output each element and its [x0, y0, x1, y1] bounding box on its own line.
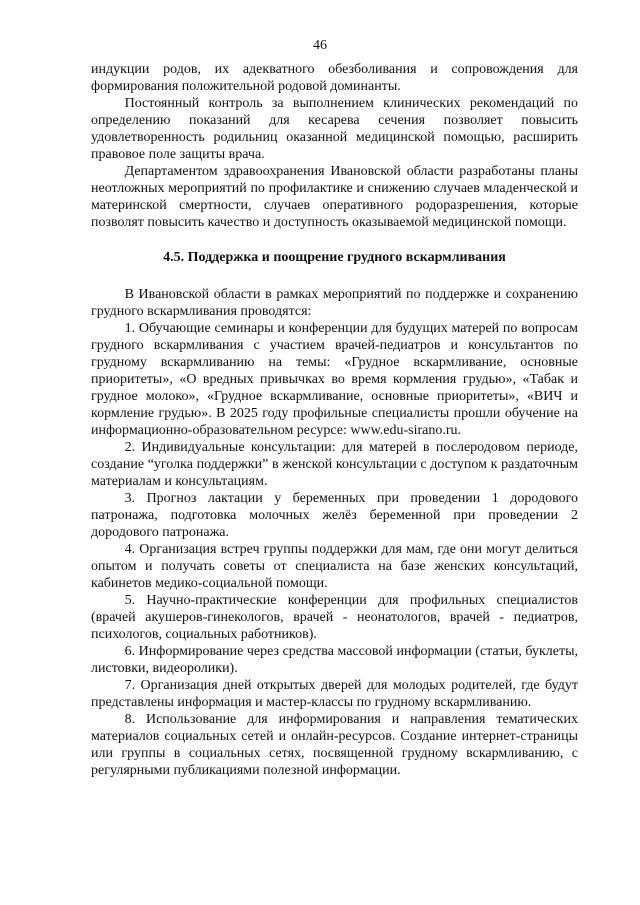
list-item: 4. Организация встреч группы поддержки для мам, где они могут делиться опытом и получать советы от специалиста на базе женских консультаций, кабинетов медико-социальной помощи. [91, 542, 578, 591]
intro-paragraph: Департаментом здравоохранения Ивановской области разработаны планы неотложных мероприятий по профилактике и снижению случаев младенческой и материнской смертности, случаев оперативного родоразрешения, которые позволят повысить качество и доступность оказываемой медицинской помощи. [91, 164, 578, 230]
list-item: 1. Обучающие семинары и конференции для будущих матерей по вопросам грудного вскармливания с участием врачей-педиатров и консультантов по грудному вскармливанию на темы: «Грудное вскармливание, основные приоритеты», «О вредных привычках во время кормления грудью», «Табак и грудное молоко», «Грудное вскармливание, основные приоритеты», «ВИЧ и кормление грудью». В 2025 году профильные специалисты прошли обучение на информационно-образовательном ресурсе: www.edu-sirano.ru. [91, 321, 578, 438]
intro-paragraph: Постоянный контроль за выполнением клинических рекомендаций по определению показаний для кесарева сечения позволяет повысить удовлетворенность родильниц оказанной медицинской помощью, расширить правовое поле защиты врача. [91, 96, 578, 162]
page-number: 46 [313, 38, 327, 53]
list-item: 6. Информирование через средства массовой информации (статьи, буклеты, листовки, видеоролики). [91, 644, 578, 676]
page-content [91, 61, 578, 779]
list-item: 2. Индивидуальные консультации: для матерей в послеродовом периоде, создание “уголка поддержки” в женской консультации с доступом к раздаточным материалам и консультациям. [91, 440, 578, 489]
section-heading: 4.5. Поддержка и поощрение грудного вскармливания [163, 250, 506, 265]
list-item: 8. Использование для информирования и направления тематических материалов социальных сетей и онлайн-ресурсов. Создание интернет-страницы или группы в социальных сетях, посвященной грудному вскармливанию, с регулярными публикациями полезной информации. [91, 712, 578, 778]
section-intro: В Ивановской области в рамках мероприятий по поддержке и сохранению грудного вскармливания проводятся: [91, 287, 578, 319]
list-item: 5. Научно-практические конференции для профильных специалистов (врачей акушеров-гинекологов, врачей - неонатологов, врачей - педиатров, психологов, социальных работников). [91, 593, 578, 642]
intro-paragraph: индукции родов, их адекватного обезболивания и сопровождения для формирования положительной родовой доминанты. [91, 62, 578, 94]
list-item: 7. Организация дней открытых дверей для молодых родителей, где будут представлены информация и мастер-классы по грудному вскармливанию. [91, 678, 578, 710]
list-item: 3. Прогноз лактации у беременных при проведении 1 дородового патронажа, подготовка молочных желёз беременной при проведении 2 дородового патронажа. [91, 491, 578, 540]
